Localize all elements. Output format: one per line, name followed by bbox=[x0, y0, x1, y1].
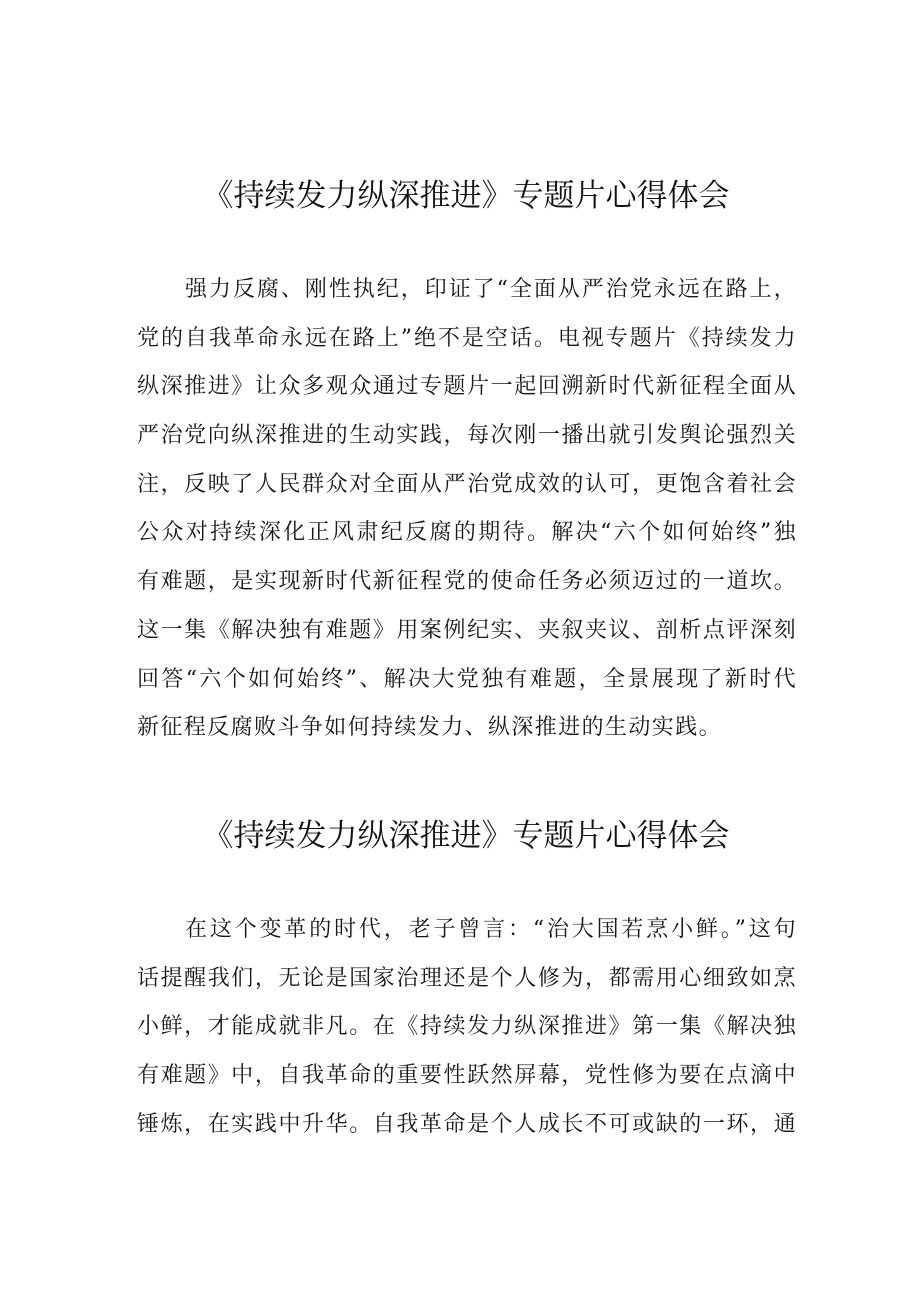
paragraph bbox=[137, 906, 797, 1149]
text-line: 小鲜，才能成就非凡。在《持续发力纵深推进》第一集《解决独 bbox=[137, 1014, 797, 1040]
text-line: 有难题》中，自我革命的重要性跃然屏幕，党性修为要在点滴中 bbox=[137, 1063, 797, 1089]
text-line: 新征程反腐败斗争如何持续发力、纵深推进的生动实践。 bbox=[137, 715, 723, 741]
text-line: 纵深推进》让众多观众通过专题片一起回溯新时代新征程全面从 bbox=[137, 374, 797, 400]
text-line: 注，反映了人民群众对全面从严治党成效的认可，更饱含着社会 bbox=[137, 471, 797, 497]
section-title: 《持续发力纵深推进》专题片心得体会 bbox=[202, 178, 730, 214]
text-line: 强力反腐、刚性执纪，印证了“全面从严治党永远在路上， bbox=[185, 277, 797, 302]
text-line: 话提醒我们，无论是国家治理还是个人修为，都需用心细致如烹 bbox=[137, 965, 797, 991]
text-line: 锤炼，在实践中升华。自我革命是个人成长不可或缺的一环，通 bbox=[137, 1111, 797, 1137]
text-line: 回答“六个如何始终”、解决大党独有难题，全景展现了新时代 bbox=[137, 666, 797, 692]
text-line: 公众对持续深化正风肃纪反腐的期待。解决“六个如何始终”独 bbox=[137, 520, 797, 546]
section-title: 《持续发力纵深推进》专题片心得体会 bbox=[202, 818, 730, 854]
text-line: 在这个变革的时代，老子曾言：“治大国若烹小鲜。”这句 bbox=[185, 917, 797, 942]
text-line: 这一集《解决独有难题》用案例纪实、夹叙夹议、剖析点评深刻 bbox=[137, 617, 797, 643]
text-line: 党的自我革命永远在路上”绝不是空话。电视专题片《持续发力 bbox=[137, 325, 797, 351]
paragraph bbox=[137, 266, 797, 753]
text-line: 严治党向纵深推进的生动实践，每次刚一播出就引发舆论强烈关 bbox=[137, 423, 797, 449]
text-line: 有难题，是实现新时代新征程党的使命任务必须迈过的一道坎。 bbox=[137, 569, 797, 595]
